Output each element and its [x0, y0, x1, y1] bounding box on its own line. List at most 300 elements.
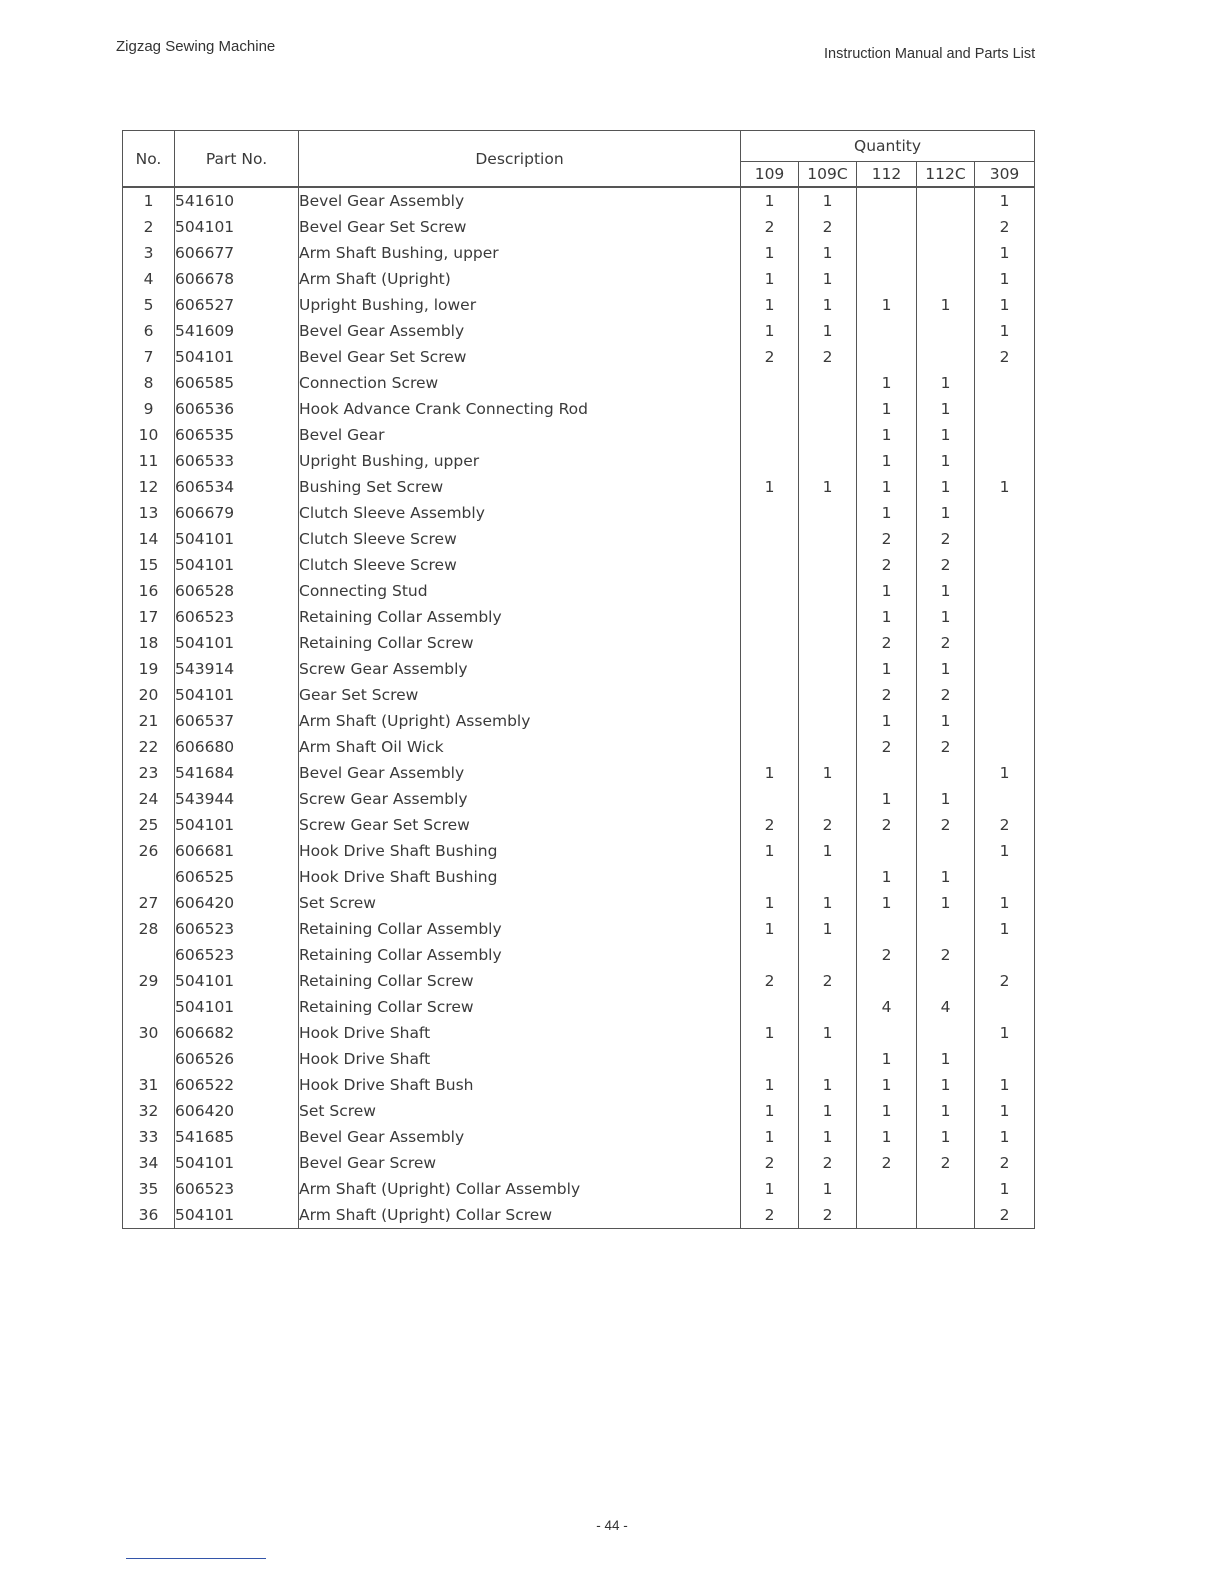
cell-qty-309	[975, 682, 1035, 708]
cell-qty-112	[857, 344, 917, 370]
cell-qty-109	[741, 786, 799, 812]
cell-qty-112c	[917, 1176, 975, 1202]
cell-qty-109c: 1	[799, 1020, 857, 1046]
cell-qty-112	[857, 1020, 917, 1046]
table-row	[123, 422, 1035, 448]
header-title-right: Instruction Manual and Parts List	[824, 46, 1036, 62]
cell-qty-309: 1	[975, 1124, 1035, 1150]
cell-qty-112c	[917, 187, 975, 214]
cell-qty-109: 1	[741, 1072, 799, 1098]
cell-qty-109c: 2	[799, 968, 857, 994]
table-row	[123, 942, 1035, 968]
table-row	[123, 1202, 1035, 1229]
table-row	[123, 187, 1035, 214]
cell-qty-112c: 1	[917, 292, 975, 318]
cell-description: Retaining Collar Assembly	[299, 604, 741, 630]
cell-part-no: 606523	[175, 942, 299, 968]
cell-qty-112: 1	[857, 786, 917, 812]
cell-part-no: 504101	[175, 968, 299, 994]
cell-part-no: 606534	[175, 474, 299, 500]
cell-qty-112: 2	[857, 552, 917, 578]
table-row	[123, 734, 1035, 760]
cell-no: 7	[123, 344, 175, 370]
cell-qty-112c: 1	[917, 1098, 975, 1124]
cell-qty-109	[741, 708, 799, 734]
table-row	[123, 266, 1035, 292]
table-body	[123, 187, 1035, 1229]
cell-qty-109c: 2	[799, 1202, 857, 1229]
cell-qty-309: 1	[975, 1098, 1035, 1124]
col-header-model-309: 309	[975, 162, 1035, 188]
table-row	[123, 760, 1035, 786]
cell-part-no: 606536	[175, 396, 299, 422]
cell-qty-309: 1	[975, 318, 1035, 344]
cell-qty-112: 1	[857, 864, 917, 890]
cell-qty-112: 2	[857, 942, 917, 968]
cell-qty-109c	[799, 734, 857, 760]
cell-qty-109	[741, 682, 799, 708]
cell-qty-112: 1	[857, 1098, 917, 1124]
cell-qty-309	[975, 734, 1035, 760]
cell-qty-309	[975, 526, 1035, 552]
cell-part-no: 606523	[175, 916, 299, 942]
cell-qty-112c: 2	[917, 682, 975, 708]
cell-description: Connecting Stud	[299, 578, 741, 604]
cell-qty-309: 1	[975, 266, 1035, 292]
cell-qty-309	[975, 552, 1035, 578]
cell-description: Upright Bushing, lower	[299, 292, 741, 318]
cell-no: 11	[123, 448, 175, 474]
cell-qty-109c: 1	[799, 474, 857, 500]
cell-qty-109c	[799, 942, 857, 968]
cell-qty-112c	[917, 318, 975, 344]
cell-part-no: 541684	[175, 760, 299, 786]
cell-qty-112: 2	[857, 630, 917, 656]
cell-qty-109c	[799, 370, 857, 396]
cell-part-no: 606533	[175, 448, 299, 474]
cell-no: 2	[123, 214, 175, 240]
cell-qty-112: 4	[857, 994, 917, 1020]
cell-qty-309: 1	[975, 1072, 1035, 1098]
header-title-left: Zigzag Sewing Machine	[116, 38, 276, 55]
table-row	[123, 1098, 1035, 1124]
cell-qty-112c: 1	[917, 370, 975, 396]
cell-qty-109	[741, 656, 799, 682]
cell-qty-112	[857, 318, 917, 344]
cell-qty-109: 1	[741, 1124, 799, 1150]
col-header-quantity: Quantity	[741, 131, 1035, 162]
table-row	[123, 396, 1035, 422]
cell-qty-309: 1	[975, 760, 1035, 786]
page-number: - 44 -	[596, 1518, 628, 1533]
cell-qty-112c: 1	[917, 786, 975, 812]
table-row	[123, 1046, 1035, 1072]
cell-part-no: 504101	[175, 526, 299, 552]
cell-part-no: 606680	[175, 734, 299, 760]
table-row	[123, 890, 1035, 916]
table-row	[123, 292, 1035, 318]
cell-qty-109c: 2	[799, 344, 857, 370]
cell-qty-309	[975, 1046, 1035, 1072]
cell-qty-309: 1	[975, 474, 1035, 500]
table-row	[123, 1072, 1035, 1098]
cell-part-no: 606681	[175, 838, 299, 864]
cell-qty-309: 2	[975, 344, 1035, 370]
cell-qty-109c: 1	[799, 318, 857, 344]
cell-qty-309	[975, 994, 1035, 1020]
cell-qty-109: 1	[741, 318, 799, 344]
cell-description: Bevel Gear Set Screw	[299, 214, 741, 240]
cell-qty-109: 1	[741, 240, 799, 266]
cell-no: 16	[123, 578, 175, 604]
cell-qty-112c	[917, 266, 975, 292]
parts-table	[122, 130, 1035, 1229]
table-row	[123, 994, 1035, 1020]
cell-part-no: 606537	[175, 708, 299, 734]
cell-qty-109c	[799, 864, 857, 890]
cell-qty-109: 1	[741, 916, 799, 942]
cell-qty-109c: 1	[799, 266, 857, 292]
table-row	[123, 812, 1035, 838]
col-header-model-109c: 109C	[799, 162, 857, 188]
cell-qty-112: 1	[857, 890, 917, 916]
cell-qty-109c: 1	[799, 916, 857, 942]
cell-qty-109: 1	[741, 292, 799, 318]
cell-description: Clutch Sleeve Assembly	[299, 500, 741, 526]
table-row	[123, 474, 1035, 500]
cell-qty-309	[975, 604, 1035, 630]
cell-qty-112c: 2	[917, 526, 975, 552]
table-row	[123, 916, 1035, 942]
cell-description: Arm Shaft (Upright) Collar Assembly	[299, 1176, 741, 1202]
cell-description: Hook Drive Shaft	[299, 1046, 741, 1072]
cell-description: Bevel Gear	[299, 422, 741, 448]
cell-qty-109: 1	[741, 890, 799, 916]
cell-no: 8	[123, 370, 175, 396]
cell-part-no: 606678	[175, 266, 299, 292]
cell-description: Bevel Gear Assembly	[299, 318, 741, 344]
table-row	[123, 682, 1035, 708]
cell-qty-112c: 1	[917, 500, 975, 526]
cell-qty-309	[975, 656, 1035, 682]
cell-qty-309	[975, 422, 1035, 448]
cell-qty-112	[857, 1176, 917, 1202]
cell-description: Clutch Sleeve Screw	[299, 552, 741, 578]
cell-no: 4	[123, 266, 175, 292]
cell-qty-109c: 1	[799, 1098, 857, 1124]
footnote-rule	[126, 1558, 266, 1559]
cell-no: 29	[123, 968, 175, 994]
cell-no: 20	[123, 682, 175, 708]
col-header-part-no: Part No.	[175, 131, 299, 188]
cell-qty-112c: 1	[917, 474, 975, 500]
cell-no: 28	[123, 916, 175, 942]
cell-qty-109	[741, 864, 799, 890]
cell-no: 17	[123, 604, 175, 630]
cell-no	[123, 942, 175, 968]
cell-qty-112: 1	[857, 422, 917, 448]
cell-qty-112c: 4	[917, 994, 975, 1020]
cell-no: 1	[123, 187, 175, 214]
cell-qty-309	[975, 396, 1035, 422]
cell-description: Bushing Set Screw	[299, 474, 741, 500]
cell-part-no: 606522	[175, 1072, 299, 1098]
cell-description: Hook Drive Shaft Bush	[299, 1072, 741, 1098]
cell-qty-112	[857, 1202, 917, 1229]
cell-description: Retaining Collar Screw	[299, 994, 741, 1020]
cell-description: Arm Shaft (Upright) Collar Screw	[299, 1202, 741, 1229]
table-row	[123, 448, 1035, 474]
cell-qty-112: 1	[857, 474, 917, 500]
cell-qty-112c	[917, 760, 975, 786]
cell-qty-109	[741, 422, 799, 448]
cell-no: 35	[123, 1176, 175, 1202]
cell-qty-109c: 1	[799, 890, 857, 916]
cell-part-no: 504101	[175, 630, 299, 656]
cell-no	[123, 864, 175, 890]
table-row	[123, 968, 1035, 994]
cell-qty-112c: 2	[917, 734, 975, 760]
cell-qty-109c	[799, 656, 857, 682]
col-header-model-112c: 112C	[917, 162, 975, 188]
cell-description: Clutch Sleeve Screw	[299, 526, 741, 552]
table-row	[123, 786, 1035, 812]
cell-description: Bevel Gear Assembly	[299, 760, 741, 786]
cell-qty-112	[857, 760, 917, 786]
cell-qty-109	[741, 578, 799, 604]
cell-description: Retaining Collar Screw	[299, 630, 741, 656]
cell-no	[123, 1046, 175, 1072]
cell-part-no: 541610	[175, 187, 299, 214]
cell-qty-309: 1	[975, 240, 1035, 266]
cell-qty-112	[857, 266, 917, 292]
cell-no: 25	[123, 812, 175, 838]
cell-no: 31	[123, 1072, 175, 1098]
table-row	[123, 1150, 1035, 1176]
cell-part-no: 541609	[175, 318, 299, 344]
cell-qty-109c	[799, 396, 857, 422]
cell-qty-109c	[799, 630, 857, 656]
cell-part-no: 504101	[175, 1202, 299, 1229]
cell-description: Bevel Gear Screw	[299, 1150, 741, 1176]
cell-qty-309: 1	[975, 1176, 1035, 1202]
cell-qty-109	[741, 526, 799, 552]
cell-qty-112c: 1	[917, 422, 975, 448]
cell-qty-112c: 1	[917, 578, 975, 604]
cell-qty-112c: 1	[917, 708, 975, 734]
cell-qty-109c: 1	[799, 1176, 857, 1202]
cell-part-no: 504101	[175, 994, 299, 1020]
cell-part-no: 606585	[175, 370, 299, 396]
cell-qty-109c: 1	[799, 1072, 857, 1098]
cell-qty-112c: 1	[917, 396, 975, 422]
cell-description: Set Screw	[299, 1098, 741, 1124]
cell-description: Bevel Gear Set Screw	[299, 344, 741, 370]
cell-qty-109	[741, 734, 799, 760]
table-row	[123, 214, 1035, 240]
cell-no: 14	[123, 526, 175, 552]
cell-qty-112c	[917, 838, 975, 864]
cell-part-no: 504101	[175, 812, 299, 838]
cell-no: 19	[123, 656, 175, 682]
cell-no: 27	[123, 890, 175, 916]
cell-description: Retaining Collar Assembly	[299, 942, 741, 968]
cell-qty-109: 2	[741, 214, 799, 240]
table-row	[123, 838, 1035, 864]
cell-no: 33	[123, 1124, 175, 1150]
cell-qty-109c	[799, 448, 857, 474]
cell-part-no: 504101	[175, 552, 299, 578]
cell-qty-112c	[917, 1020, 975, 1046]
cell-qty-112c: 1	[917, 448, 975, 474]
cell-part-no: 541685	[175, 1124, 299, 1150]
cell-qty-112c	[917, 214, 975, 240]
cell-qty-112: 1	[857, 370, 917, 396]
cell-qty-309: 2	[975, 1202, 1035, 1229]
cell-qty-112c	[917, 344, 975, 370]
cell-qty-112	[857, 916, 917, 942]
table-row	[123, 526, 1035, 552]
cell-no: 30	[123, 1020, 175, 1046]
table-header	[123, 131, 1035, 188]
cell-qty-109c: 2	[799, 214, 857, 240]
cell-qty-109c	[799, 994, 857, 1020]
cell-description: Arm Shaft (Upright)	[299, 266, 741, 292]
cell-qty-112c: 1	[917, 1072, 975, 1098]
cell-qty-112: 2	[857, 526, 917, 552]
cell-description: Arm Shaft Oil Wick	[299, 734, 741, 760]
cell-qty-109c: 1	[799, 760, 857, 786]
cell-qty-109: 1	[741, 1176, 799, 1202]
cell-description: Arm Shaft (Upright) Assembly	[299, 708, 741, 734]
cell-no: 26	[123, 838, 175, 864]
cell-part-no: 606535	[175, 422, 299, 448]
cell-qty-109c	[799, 1046, 857, 1072]
cell-qty-109	[741, 396, 799, 422]
cell-qty-112	[857, 187, 917, 214]
cell-qty-112: 1	[857, 708, 917, 734]
cell-no: 21	[123, 708, 175, 734]
cell-part-no: 606420	[175, 1098, 299, 1124]
cell-qty-109: 1	[741, 187, 799, 214]
cell-description: Retaining Collar Screw	[299, 968, 741, 994]
table-row	[123, 552, 1035, 578]
cell-qty-309: 1	[975, 890, 1035, 916]
cell-qty-109: 1	[741, 838, 799, 864]
cell-qty-309	[975, 630, 1035, 656]
col-header-model-112: 112	[857, 162, 917, 188]
cell-qty-109c	[799, 500, 857, 526]
cell-qty-112c	[917, 240, 975, 266]
cell-no: 22	[123, 734, 175, 760]
cell-part-no: 504101	[175, 214, 299, 240]
cell-qty-109: 1	[741, 760, 799, 786]
cell-qty-112	[857, 214, 917, 240]
cell-description: Screw Gear Assembly	[299, 656, 741, 682]
cell-qty-109c: 1	[799, 292, 857, 318]
cell-qty-112c: 1	[917, 864, 975, 890]
cell-qty-112: 1	[857, 1046, 917, 1072]
cell-part-no: 543914	[175, 656, 299, 682]
cell-qty-109	[741, 942, 799, 968]
cell-no: 13	[123, 500, 175, 526]
table-row	[123, 656, 1035, 682]
cell-description: Connection Screw	[299, 370, 741, 396]
cell-part-no: 606523	[175, 1176, 299, 1202]
cell-qty-309: 2	[975, 1150, 1035, 1176]
cell-no: 36	[123, 1202, 175, 1229]
cell-qty-109	[741, 1046, 799, 1072]
cell-qty-112c: 2	[917, 1150, 975, 1176]
cell-qty-109	[741, 604, 799, 630]
cell-no	[123, 994, 175, 1020]
cell-no: 18	[123, 630, 175, 656]
cell-qty-109c: 1	[799, 1124, 857, 1150]
cell-qty-109: 2	[741, 344, 799, 370]
cell-no: 6	[123, 318, 175, 344]
cell-qty-309: 2	[975, 214, 1035, 240]
cell-description: Screw Gear Assembly	[299, 786, 741, 812]
cell-no: 9	[123, 396, 175, 422]
cell-qty-109	[741, 552, 799, 578]
table-row	[123, 344, 1035, 370]
cell-no: 3	[123, 240, 175, 266]
cell-part-no: 606526	[175, 1046, 299, 1072]
cell-qty-309: 1	[975, 292, 1035, 318]
table-row	[123, 708, 1035, 734]
cell-part-no: 504101	[175, 344, 299, 370]
cell-qty-309	[975, 708, 1035, 734]
col-header-description: Description	[299, 131, 741, 188]
cell-qty-109: 2	[741, 812, 799, 838]
cell-qty-112c: 2	[917, 942, 975, 968]
cell-qty-112	[857, 838, 917, 864]
cell-qty-109c	[799, 708, 857, 734]
cell-qty-309	[975, 370, 1035, 396]
cell-description: Arm Shaft Bushing, upper	[299, 240, 741, 266]
cell-qty-109	[741, 370, 799, 396]
cell-qty-112: 1	[857, 578, 917, 604]
cell-qty-112c: 2	[917, 552, 975, 578]
cell-qty-109: 2	[741, 1202, 799, 1229]
cell-qty-309: 1	[975, 187, 1035, 214]
cell-qty-109: 2	[741, 968, 799, 994]
cell-qty-109c: 1	[799, 838, 857, 864]
cell-part-no: 606420	[175, 890, 299, 916]
cell-description: Hook Advance Crank Connecting Rod	[299, 396, 741, 422]
cell-qty-109	[741, 994, 799, 1020]
cell-qty-109c	[799, 422, 857, 448]
cell-part-no: 606527	[175, 292, 299, 318]
cell-description: Hook Drive Shaft	[299, 1020, 741, 1046]
cell-qty-112: 1	[857, 396, 917, 422]
cell-no: 24	[123, 786, 175, 812]
table-row	[123, 630, 1035, 656]
cell-no: 15	[123, 552, 175, 578]
cell-qty-109c	[799, 552, 857, 578]
cell-qty-112c: 1	[917, 656, 975, 682]
cell-part-no: 606525	[175, 864, 299, 890]
cell-qty-109c	[799, 604, 857, 630]
cell-part-no: 606677	[175, 240, 299, 266]
cell-qty-112: 2	[857, 734, 917, 760]
cell-description: Set Screw	[299, 890, 741, 916]
cell-qty-109c: 1	[799, 240, 857, 266]
cell-qty-109: 1	[741, 266, 799, 292]
table-row	[123, 604, 1035, 630]
cell-no: 23	[123, 760, 175, 786]
cell-qty-112: 1	[857, 656, 917, 682]
